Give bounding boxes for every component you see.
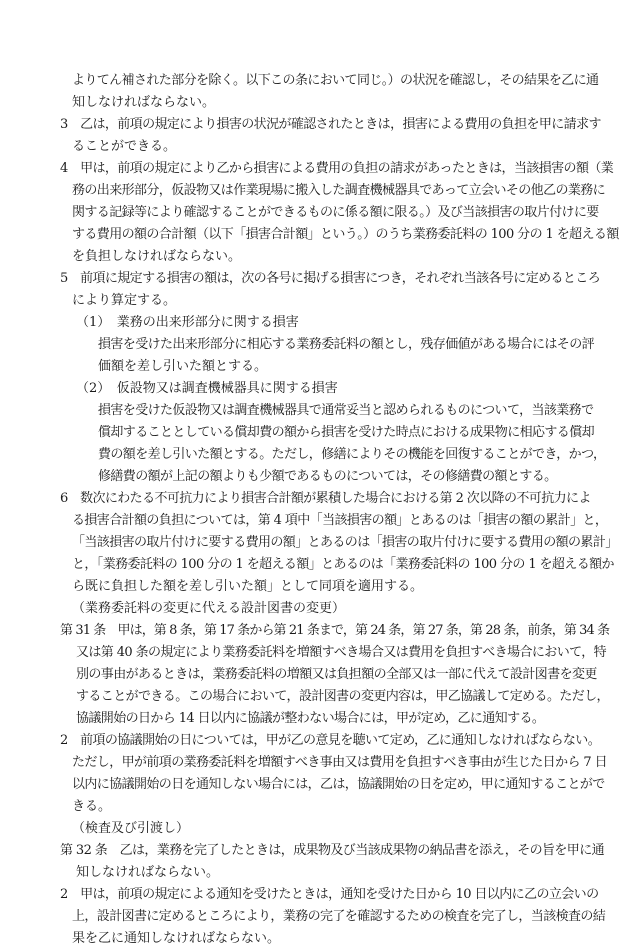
text-line: する費用の額の合計額（以下「損害合計額」という。）のうち業務委託料の 100 分の 1 を超える額 xyxy=(72,227,619,242)
text-line: 3 乙は，前項の規定により損害の状況が確認されたときは，損害による費用の負担を甲に請求す xyxy=(60,117,601,132)
text-line: 修繕費の額が上記の額よりも少額であるものについては，その修繕費の額とする。 xyxy=(98,469,557,484)
text-line: 4 甲は，前項の規定により乙から損害による費用の負担の請求があったときは，当該損害の額（業 xyxy=(60,161,614,176)
text-line: きる。 xyxy=(72,799,112,814)
text-line: 償却することとしている償却費の額から損害を受けた時点における成果物に相応する償却 xyxy=(98,425,595,440)
text-line: 価額を差し引いた額とする。 xyxy=(98,359,268,374)
text-line: により算定する。 xyxy=(72,293,177,308)
text-line: 知しなければならない。 xyxy=(72,95,216,110)
text-line: 2 前項の協議開始の日については，甲が乙の意見を聴いて定め，乙に通知しなければならない。 xyxy=(60,733,601,748)
item-heading: （2） 仮設物又は調査機械器具に関する損害 xyxy=(76,381,338,396)
text-line: 協議開始の日から 14 日以内に協議が整わない場合には，甲が定め，乙に通知する。 xyxy=(76,711,545,726)
text-line: 務の出来形部分，仮設物又は作業現場に搬入した調査機械器具であって立会いその他乙の業務に xyxy=(72,183,606,198)
text-line: 別の事由があるときは，業務委託料の増額又は負担額の全部又は一部に代えて設計図書を変更 xyxy=(76,667,597,682)
article-heading: 第 31 条 甲は，第 8 条，第 17 条から第 21 条まで，第 24 条，第 27 条，第 28 条，前条，第 34 条 xyxy=(60,623,610,638)
text-line: と，「業務委託料の 100 分の 1 を超える額」とあるのは「業務委託料の 100 分の 1 を超える額か xyxy=(72,557,614,572)
item-heading: （1） 業務の出来形部分に関する損害 xyxy=(76,315,299,330)
section-heading: （検査及び引渡し） xyxy=(72,821,190,836)
text-line: 又は第 40 条の規定により業務委託料を増額すべき場合又は費用を負担すべき場合において，特 xyxy=(76,645,607,660)
text-line: ることができる。 xyxy=(72,139,177,154)
text-line: る損害合計額の負担については，第 4 項中「当該損害の額」とあるのは「損害の額の累計」と， xyxy=(72,513,608,528)
text-line: 費の額を差し引いた額とする。ただし，修繕によりその機能を回復することができ，かつ， xyxy=(98,447,606,462)
text-line: 果を乙に通知しなければならない。 xyxy=(72,931,281,946)
text-line: 2 甲は，前項の規定による通知を受けたときは，通知を受けた日から 10 日以内に乙の立会いの xyxy=(60,887,599,902)
text-line: 知しなければならない。 xyxy=(76,865,220,880)
article-heading: 第 32 条 乙は，業務を完了したときは，成果物及び当該成果物の納品書を添え，その旨を甲に通 xyxy=(60,843,604,858)
text-line: よりてん補された部分を除く。以下この条において同じ。）の状況を確認し，その結果を乙に通 xyxy=(72,73,599,88)
text-line: することができる。この場合において，設計図書の変更内容は，甲乙協議して定める。ただし， xyxy=(76,689,609,704)
section-heading: （業務委託料の変更に代える設計図書の変更） xyxy=(72,601,346,616)
text-line: 関する記録等により確認することができるものに係る額に限る。）及び当該損害の取片付けに要 xyxy=(72,205,599,220)
text-line: 損害を受けた出来形部分に相応する業務委託料の額とし，残存価値がある場合にはその評 xyxy=(98,337,595,352)
text-line: ただし，甲が前項の業務委託料を増額すべき事由又は費用を負担すべき事由が生じた日から 7 日 xyxy=(72,755,608,770)
text-line: 損害を受けた仮設物又は調査機械器具で通常妥当と認められるものについて，当該業務で xyxy=(98,403,594,418)
text-line: 「当該損害の取片付けに要する費用の額」とあるのは「損害の取片付けに要する費用の額の累計」 xyxy=(72,535,618,550)
text-line: 5 前項に規定する損害の額は，次の各号に掲げる損害につき，それぞれ当該各号に定めるところ xyxy=(60,271,601,286)
text-line: 以内に協議開始の日を通知しない場合には，乙は，協議開始の日を定め，甲に通知することがで xyxy=(72,777,605,792)
text-line: を負担しなければならない。 xyxy=(72,249,242,264)
text-line: ら既に負担した額を差し引いた額」として同項を適用する。 xyxy=(72,579,424,594)
text-line: 6 数次にわたる不可抗力により損害合計額が累積した場合における第 2 次以降の不可抗力によ xyxy=(60,491,591,506)
text-line: 上，設計図書に定めるところにより，業務の完了を確認するための検査を完了し，当該検査の結 xyxy=(72,909,606,924)
